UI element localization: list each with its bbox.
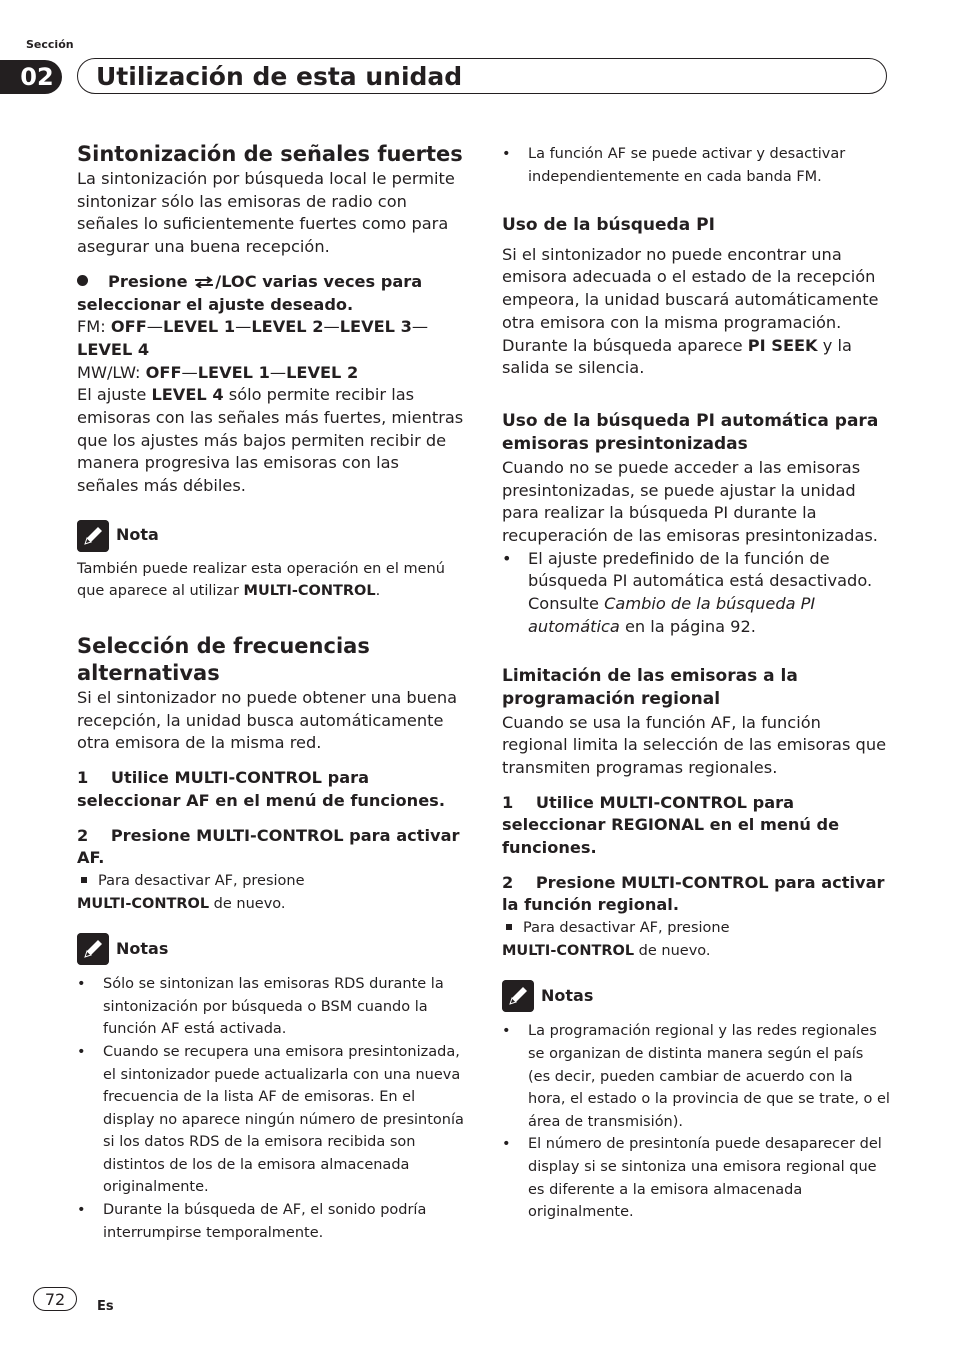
list-item: • Sólo se sintonizan las emisoras RDS durante la sintonización por búsqueda o BSM cuando la función AF está activada. — [77, 976, 444, 1038]
right-column — [502, 143, 890, 1224]
af-step-2: 2 Presione MULTI-CONTROL para activar AF. — [77, 825, 460, 868]
list-item: • La función AF se puede activar y desactivar independientemente en cada banda FM. — [502, 146, 846, 185]
section-title-strong-signals: Sintonización de señales fuertes — [77, 142, 463, 166]
strong-signals-body: La sintonización por búsqueda local le permite sintonizar sólo las emisoras de radio con señales lo suficientemente fuertes como para asegurar una buena recepción. — [77, 169, 455, 257]
note-pencil-icon — [502, 980, 534, 1012]
bullet-dot-icon — [77, 275, 88, 286]
list-item: • Durante la búsqueda de AF, el sonido podría interrumpirse temporalmente. — [77, 1202, 427, 1241]
section-title-pi-search: Uso de la búsqueda PI — [502, 215, 715, 236]
notas-heading: Notas — [77, 933, 465, 965]
nota-heading: Nota — [77, 520, 465, 552]
square-bullet-icon — [506, 924, 512, 930]
section-title-auto-pi: Uso de la búsqueda PI automática para emisoras presintonizadas — [502, 410, 879, 455]
section-label: Sección — [26, 38, 74, 51]
square-bullet-icon — [81, 877, 87, 883]
page-number: 72 — [33, 1287, 77, 1311]
language-code: Es — [97, 1299, 114, 1314]
notas-heading: Notas — [502, 980, 890, 1012]
fm-levels: FM: OFF—LEVEL 1—LEVEL 2—LEVEL 3— LEVEL 4 — [77, 317, 429, 359]
auto-pi-body: Cuando no se puede acceder a las emisoras presintonizadas, se puede ajustar la unidad para realizar la búsqueda PI durante la recuperación de las emisoras presintonizadas. — [502, 457, 878, 546]
note-pencil-icon — [77, 933, 109, 965]
mwlw-levels: MW/LW: OFF—LEVEL 1—LEVEL 2 — [77, 362, 359, 382]
pi-search-body: Si el sintonizador no puede encontrar una emisora adecuada o el estado de la recepción empeora, la unidad buscará automáticamente otra emisora con la misma programación. Durante la búsqueda aparece PI SEEK y la salida se silencia. — [502, 244, 879, 378]
regional-step-2-sub: Para desactivar AF, presione MULTI-CONTROL de nuevo. — [502, 920, 730, 959]
strong-signals-instruction: Presione /LOC varias veces para seleccionar el ajuste deseado. — [77, 271, 423, 314]
left-column — [77, 141, 465, 1244]
nota-text: También puede realizar esta operación en el menú que aparece al utilizar MULTI-CONTROL. — [77, 560, 445, 600]
section-title-alt-frequencies: Selección de frecuencias alternativas — [77, 634, 370, 686]
regional-step-1: 1 Utilice MULTI-CONTROL para seleccionar REGIONAL en el menú de funciones. — [502, 792, 840, 858]
note-pencil-icon — [77, 520, 109, 552]
af-step-2-sub: Para desactivar AF, presione MULTI-CONTROL de nuevo. — [77, 872, 305, 912]
regional-step-2: 2 Presione MULTI-CONTROL para activar la función regional. — [502, 872, 885, 915]
af-step-1: 1 Utilice MULTI-CONTROL para seleccionar AF en el menú de funciones. — [77, 768, 445, 810]
level-explanation: El ajuste LEVEL 4 sólo permite recibir las emisoras con las señales más fuertes, mientras que los ajustes más bajos permiten recibir de manera progresiva las emisoras con las señales más débiles. — [77, 385, 464, 496]
repeat-loc-icon — [193, 276, 215, 288]
page-title-text: Utilización de esta unidad — [96, 61, 463, 91]
list-item: • El ajuste predefinido de la función de búsqueda PI automática está desactivado. Consulte Cambio de la búsqueda PI automática en la página 92. — [502, 548, 873, 636]
list-item: • El número de presintonía puede desaparecer del display si se sintoniza una emisora regional que es diferente a la emisora almacenada originalmente. — [502, 1136, 882, 1221]
section-number-badge: 02 — [0, 60, 62, 94]
alt-frequencies-body: Si el sintonizador no puede obtener una buena recepción, la unidad busca automáticamente otra emisora de la misma red. — [77, 688, 458, 753]
section-title-regional: Limitación de las emisoras a la programación regional — [502, 665, 798, 710]
list-item: • La programación regional y las redes regionales se organizan de distinta manera según el país (es decir, pueden cambiar de acuerdo con la hora, el estado o la provincia de que se trate, o el área de transmisión). — [502, 1023, 890, 1130]
list-item: • Cuando se recupera una emisora presintonizada, el sintonizador puede actualizarla con una nueva frecuencia de la lista AF de emisoras. En el display no aparece ningún número de presintonía si los datos RDS de la emisora recibida son distintos de los de la emisora almacenada originalmente. — [77, 1043, 464, 1196]
page-title — [77, 58, 887, 94]
cross-reference-link[interactable]: Cambio de la búsqueda PI automática — [528, 594, 816, 636]
regional-body: Cuando se usa la función AF, la función regional limita la selección de las emisoras que transmiten programas regionales. — [502, 712, 887, 777]
